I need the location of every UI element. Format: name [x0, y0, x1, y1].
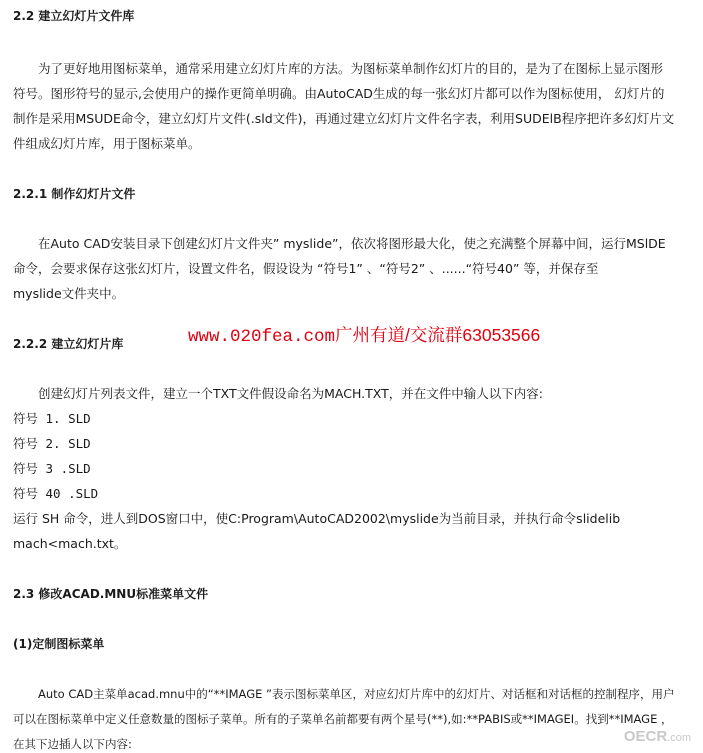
watermark-suffix: .com	[667, 732, 691, 744]
banner-url: www.020fea.com	[188, 327, 336, 347]
list-item: 符号 1. SLD	[13, 411, 91, 426]
paragraph-line: 在其下边插人以下内容:	[13, 737, 132, 751]
paragraph-line: 在Auto CAD安装目录下创建幻灯片文件夹” myslide”，依次将图形最大化，使之充满整个屏幕中间，运行MSlDE	[38, 236, 666, 251]
paragraph-line: 命令，会要求保存这张幻灯片，设置文件名，假设设为 “符号1” 、“符号2” 、......“符号40” 等，并保存至	[13, 261, 599, 276]
list-item: 符号 40 .SLD	[13, 486, 99, 501]
paragraph-line: myslide文件夹中。	[13, 286, 125, 301]
paragraph-line: 制作是采用MSUDE命令，建立幻灯片文件(.sld文件)，再通过建立幻灯片文件名字表，利用SUDElB程序把许多幻灯片文	[13, 111, 675, 126]
sub-heading: (1)定制图标菜单	[13, 637, 105, 651]
paragraph-line: 创建幻灯片列表文件，建立一个TXT文件假设命名为MACH.TXT，并在文件中输人以下内容:	[38, 386, 543, 401]
paragraph-line: 运行 SH 命令，进人到DOS窗口中，使C:Program\AutoCAD2002\myslide为当前目录，并执行命令slidelib	[13, 511, 621, 526]
paragraph-line: Auto CAD主菜单acad.mnu中的“**IMAGE ”表示图标菜单区，对应幻灯片库中的幻灯片、对话框和对话框的控制程序，用户	[38, 687, 675, 701]
list-item: 符号 2. SLD	[13, 436, 91, 451]
list-item: 符号 3 .SLD	[13, 461, 91, 476]
watermark-main: OECR	[623, 728, 668, 745]
paragraph-line: 件组成幻灯片库，用于图标菜单。	[13, 136, 201, 151]
paragraph-line: 符号。图形符号的显示,会使用户的操作更简单明确。由AutoCAD生成的每一张幻灯片都可以作为图标使用， 幻灯片的	[13, 86, 665, 101]
paragraph-line: mach<mach.txt。	[13, 536, 127, 551]
watermark-banner	[188, 322, 540, 347]
section-heading-2-2-2: 2.2.2 建立幻灯片库	[13, 337, 124, 351]
banner-text: 广州有道/交流群63053566	[335, 325, 541, 345]
section-heading-2-2: 2.2 建立幻灯片文件库	[13, 9, 135, 23]
paragraph-line: 可以在图标菜单中定义任意数量的图标子菜单。所有的子菜单名前都要有两个星号(**),如:**PABIS或**IMAGEI。找到**IMAGE ，	[13, 712, 673, 726]
site-watermark	[624, 728, 691, 745]
section-heading-2-3: 2.3 修改ACAD.MNU标准菜单文件	[13, 587, 209, 601]
section-heading-2-2-1: 2.2.1 制作幻灯片文件	[13, 187, 136, 201]
paragraph-line: 为了更好地用图标菜单，通常采用建立幻灯片库的方法。为图标菜单制作幻灯片的目的，是为了在图标上显示图形	[38, 61, 664, 76]
